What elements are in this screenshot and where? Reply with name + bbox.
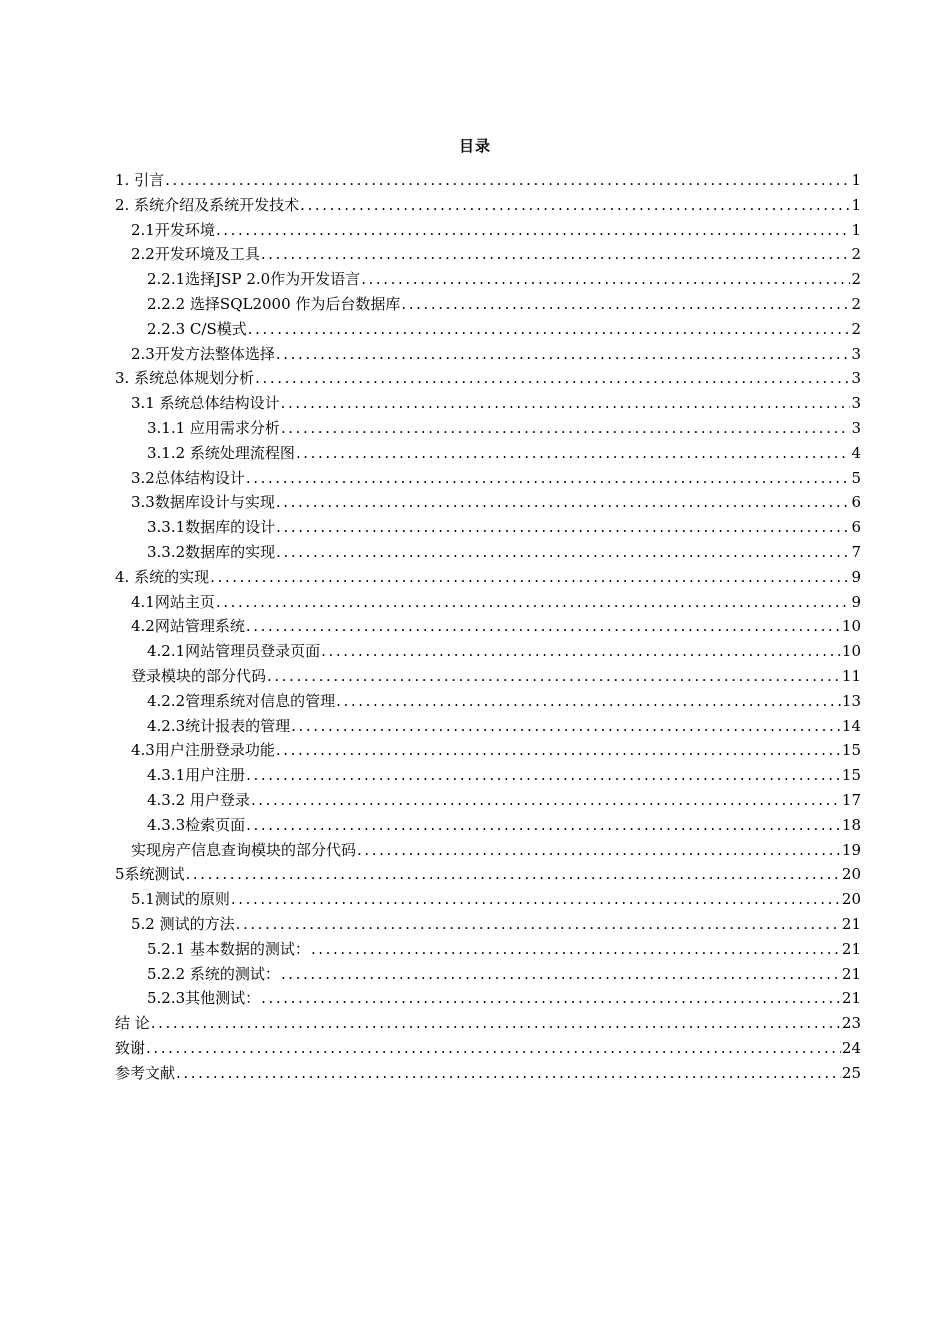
toc-entry-text: 4.2.2管理系统对信息的管理 [147,691,336,710]
toc-entry[interactable] [115,763,861,788]
toc-entry[interactable] [115,788,861,813]
toc-entry[interactable] [115,342,861,367]
toc-entry[interactable] [115,267,861,292]
toc-page-number: 23 [841,1014,861,1033]
toc-dot-leader [361,267,850,292]
toc-page-number: 1 [851,195,861,214]
toc-dot-leader [311,937,841,962]
toc-entry[interactable] [115,838,861,863]
toc-entry[interactable] [115,391,861,416]
toc-page-number: 9 [851,592,861,611]
toc-dot-leader [231,887,841,912]
toc-page-number: 2 [851,319,861,338]
toc-page-number: 2 [851,270,861,289]
toc-entry-text: 3.3.1数据库的设计 [147,518,276,537]
toc-dot-leader [248,317,851,342]
toc-entry-text: 1. 引言 [115,171,165,189]
toc-entry-text: 3. 系统总体规划分析 [115,369,255,388]
toc-entry-text: 4.3.3检索页面 [147,815,246,834]
toc-entry-text: 4. 系统的实现 [115,567,210,586]
toc-page-number: 13 [841,691,861,710]
toc-dot-leader [291,714,841,739]
toc-entry-text: 5.2.1 基本数据的测试： [147,939,310,958]
toc-dot-leader [296,441,851,466]
toc-entry[interactable] [115,193,861,218]
toc-entry[interactable] [115,540,861,565]
toc-entry[interactable] [115,1061,861,1086]
toc-entry-text: 4.3.1用户注册 [147,766,246,785]
toc-entry-text: 3.1.1 应用需求分析 [147,418,280,437]
toc-entry-text: 4.2.1网站管理员登录页面 [147,642,321,661]
toc-entry[interactable] [115,689,861,714]
toc-dot-leader [146,1036,841,1061]
toc-page-number: 4 [851,443,861,462]
toc-page-number: 14 [841,716,861,735]
toc-entry-text: 2.2.1选择JSP 2.0作为开发语言 [147,270,361,289]
toc-page-number: 19 [841,840,861,859]
toc-dot-leader [165,168,850,193]
toc-entry[interactable] [115,664,861,689]
toc-entry-text: 2.3开发方法整体选择 [131,344,275,363]
toc-entry-text: 2.2.2 选择SQL2000 作为后台数据库 [147,294,401,313]
toc-entry[interactable] [115,590,861,615]
toc-page-number: 10 [841,617,861,636]
toc-page-number: 21 [841,939,861,958]
toc-entry[interactable] [115,738,861,763]
toc-entry-text: 3.3数据库设计与实现 [131,493,275,512]
toc-page-number: 3 [851,369,861,388]
toc-entry[interactable] [115,317,861,342]
toc-dot-leader [276,540,850,565]
toc-title: 目录 [458,137,491,155]
toc-page-number: 7 [851,542,861,561]
toc-dot-leader [236,912,841,937]
toc-dot-leader [281,391,851,416]
toc-page-number: 25 [841,1063,861,1082]
toc-entry-text: 5.2 测试的方法 [131,914,235,933]
toc-entry-text: 4.1网站主页 [131,592,215,611]
toc-dot-leader [251,788,841,813]
toc-entry-text: 4.2网站管理系统 [131,617,245,636]
toc-entry-text: 4.3.2 用户登录 [147,790,250,809]
toc-entry-text: 5.1测试的原则 [131,890,230,909]
toc-entry[interactable] [115,887,861,912]
toc-dot-leader [176,1061,841,1086]
toc-entry-text: 2.2.3 C/S模式 [147,319,247,338]
toc-page-number: 17 [841,790,861,809]
toc-entry-text: 2.2开发环境及工具 [131,245,260,264]
toc-page-number: 6 [851,518,861,537]
toc-dot-leader [246,813,841,838]
toc-dot-leader [336,689,841,714]
toc-entry[interactable] [115,515,861,540]
toc-entry-text: 结 论 [115,1014,150,1033]
toc-page-number: 24 [841,1038,861,1057]
toc-entry-text: 致谢 [115,1038,146,1057]
toc-page-number: 10 [841,642,861,661]
toc-entry-text: 5.2.2 系统的测试： [147,964,280,983]
toc-entry[interactable] [115,490,861,515]
toc-dot-leader [267,664,841,689]
toc-entry[interactable] [115,962,861,987]
toc-page-number: 3 [851,394,861,413]
toc-entry[interactable] [115,912,861,937]
toc-page-number: 15 [841,766,861,785]
toc-entry[interactable] [115,614,861,639]
toc-dot-leader [281,416,851,441]
toc-entry[interactable] [115,813,861,838]
toc-entry[interactable] [115,218,861,243]
toc-entry[interactable] [115,441,861,466]
toc-entry-text: 3.1.2 系统处理流程图 [147,443,295,462]
toc-page-number: 21 [841,989,861,1008]
toc-entry[interactable] [115,986,861,1011]
toc-page-number: 20 [841,865,861,884]
toc-entry[interactable] [115,292,861,317]
toc-entry[interactable] [115,862,861,887]
toc-page-number: 5 [851,468,861,487]
toc-page-number: 2 [851,294,861,313]
toc-dot-leader [276,738,841,763]
toc-entry[interactable] [115,242,861,267]
toc-dot-leader [246,466,851,491]
toc-dot-leader [276,515,850,540]
toc-entry-text: 3.3.2数据库的实现 [147,542,276,561]
toc-page-number: 21 [841,914,861,933]
toc-entry[interactable] [115,416,861,441]
toc-page-number: 15 [841,741,861,760]
toc-entry-text: 2. 系统介绍及系统开发技术 [115,195,300,214]
toc-entry[interactable] [115,1011,861,1036]
toc-dot-leader [246,763,841,788]
toc-dot-leader [246,614,841,639]
toc-entry-text: 2.1开发环境 [131,220,215,239]
toc-dot-leader [210,565,850,590]
toc-entry[interactable] [115,639,861,664]
toc-dot-leader [255,366,850,391]
toc-entry[interactable] [115,466,861,491]
toc-entry-text: 3.2总体结构设计 [131,468,245,487]
toc-dot-leader [321,639,841,664]
toc-dot-leader [357,838,841,863]
toc-dot-leader [401,292,850,317]
toc-list [115,168,861,1085]
toc-entry[interactable] [115,366,861,391]
toc-dot-leader [216,218,851,243]
toc-entry-text: 5.2.3其他测试： [147,989,261,1008]
toc-dot-leader [261,986,841,1011]
toc-entry-text: 4.2.3统计报表的管理 [147,716,291,735]
toc-entry[interactable] [115,714,861,739]
toc-page-number: 1 [851,220,861,239]
toc-dot-leader [216,590,851,615]
toc-dot-leader [151,1011,841,1036]
toc-entry-text: 登录模块的部分代码 [131,666,267,685]
toc-page-number: 3 [851,344,861,363]
toc-dot-leader [281,962,841,987]
toc-dot-leader [186,862,841,887]
toc-entry[interactable] [115,565,861,590]
toc-page-number: 11 [841,666,861,685]
toc-dot-leader [261,242,851,267]
toc-page-number: 6 [851,493,861,512]
toc-entry-text: 4.3用户注册登录功能 [131,741,275,760]
toc-entry-text: 5系统测试 [115,865,185,884]
toc-page-number: 18 [841,815,861,834]
toc-page-number: 1 [851,171,861,189]
toc-entry-text: 实现房产信息查询模块的部分代码 [131,840,357,859]
toc-entry-text: 参考文献 [115,1063,176,1082]
toc-page-number: 20 [841,890,861,909]
toc-entry-text: 3.1 系统总体结构设计 [131,394,280,413]
toc-dot-leader [300,193,850,218]
toc-dot-leader [276,490,851,515]
toc-page-number: 9 [851,567,861,586]
toc-dot-leader [276,342,851,367]
toc-page-number: 21 [841,964,861,983]
toc-entry[interactable] [115,168,861,193]
toc-page-number: 3 [851,418,861,437]
toc-page-number: 2 [851,245,861,264]
toc-entry[interactable] [115,1036,861,1061]
toc-entry[interactable] [115,937,861,962]
